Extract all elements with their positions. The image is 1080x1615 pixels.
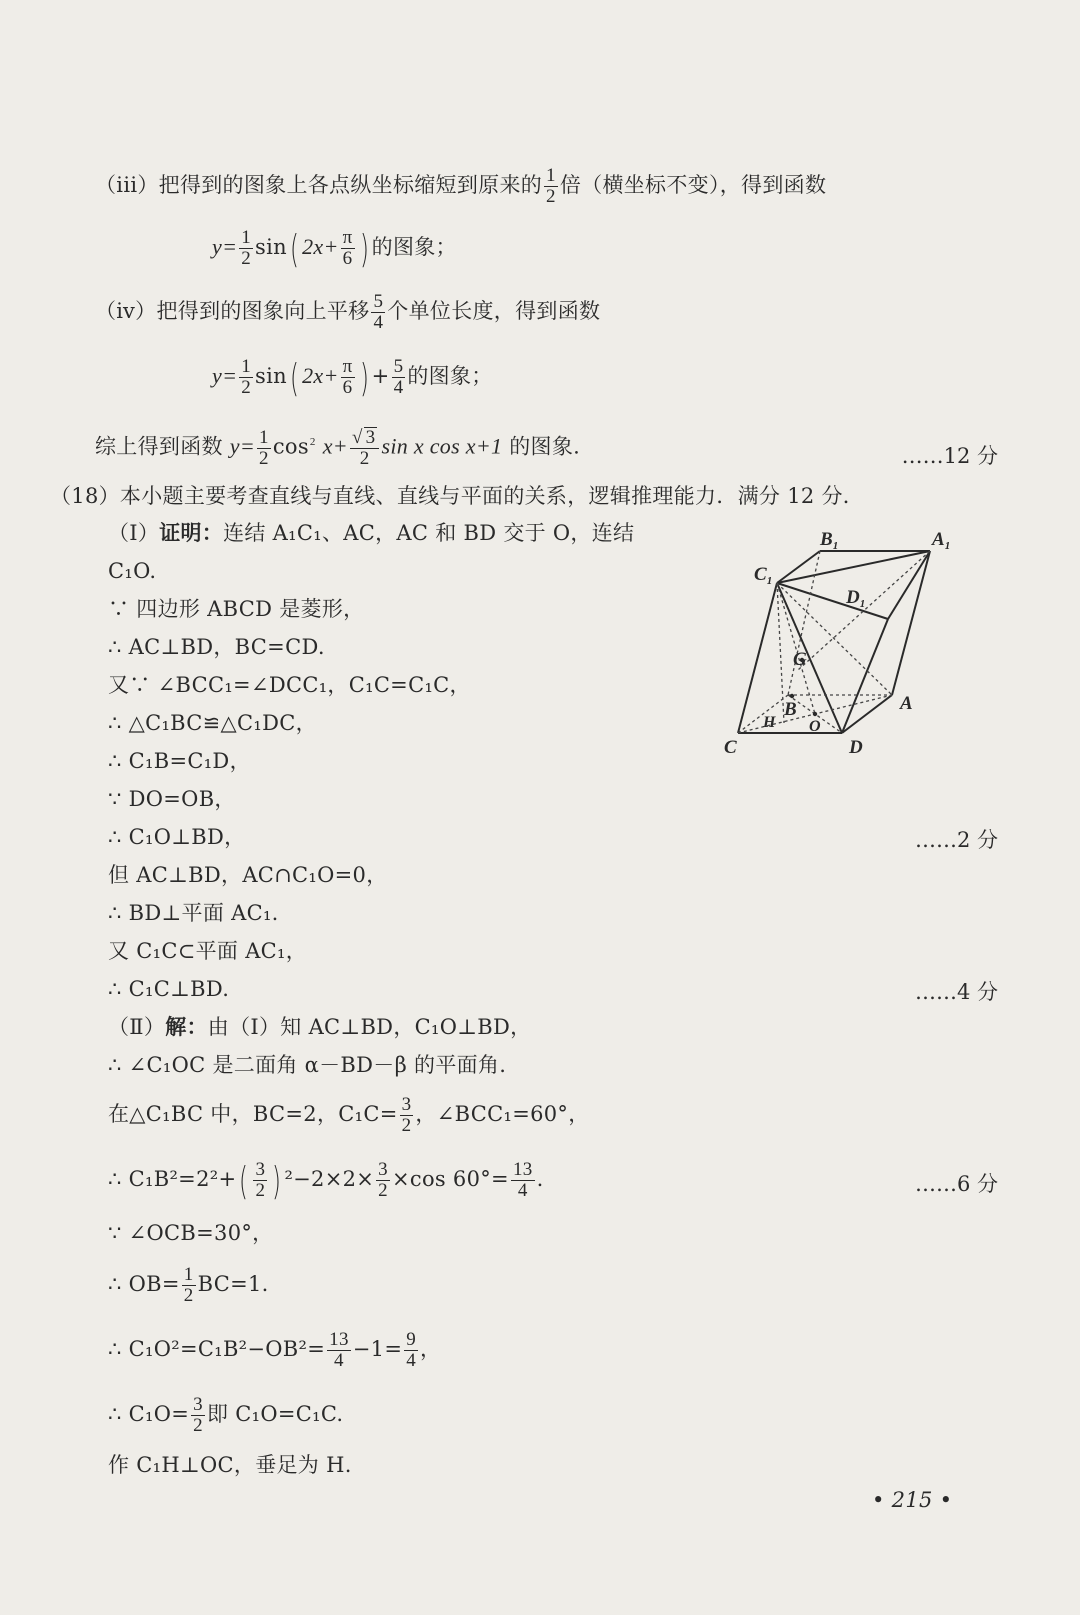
edge-c1-d1-top — [777, 583, 888, 619]
label-d: D — [849, 737, 863, 758]
edge-c1-c — [738, 583, 777, 733]
step-line: ∴ C₁B=C₁D， — [108, 749, 251, 773]
edge-a1-d1 — [888, 551, 930, 619]
segment-c1-a — [777, 583, 892, 695]
fraction: $\frac{1}{2}$ — [183, 1264, 194, 1306]
step-line-cosine-law: ∴ C₁B²=2²+( $\frac{3}{2}$ ) ²−2×2× $\frac{3}{2}$ ×cos 60°= $\frac{13}{4}$ . — [108, 1158, 544, 1203]
score-4: ……4 分 — [914, 980, 998, 1004]
summary-line: 综上得到函数 y= $\frac{1}{2}$ $\cos^2 x+$ $\frac{√ 3}{2}$ sin x cos x+1 的图象. — [95, 426, 581, 469]
page-number: • 215 • — [872, 1488, 953, 1512]
fraction: $\frac{3}{2}$ — [193, 1394, 203, 1436]
point-o — [813, 712, 817, 716]
step-line: ∴ ∠C₁OC 是二面角 α－BD－β 的平面角. — [108, 1053, 507, 1077]
fraction: $\frac{\pi}{6}$ — [342, 356, 353, 398]
step-line: 但 AC⊥BD，AC∩C₁O=0， — [108, 863, 388, 887]
point-h — [790, 694, 794, 698]
label-b1: $B_1$ — [820, 529, 839, 552]
step-line: ∴ C₁O⊥BD， — [108, 825, 246, 849]
fraction: $\frac{√ 3}{2}$ — [350, 427, 380, 469]
part-2-intro: （Ⅱ）解：由（Ⅰ）知 AC⊥BD，C₁O⊥BD， — [108, 1014, 532, 1039]
step-line: ∴ BD⊥平面 AC₁. — [108, 901, 279, 925]
step-line-triangle: 在△C₁BC 中，BC=2，C₁C= $\frac{3}{2}$ ，∠BCC₁=60°， — [108, 1094, 590, 1136]
formula-1: y= $\frac{1}{2}$ sin( 2x+ $\frac{\pi}{6}$ ) 的图象； — [212, 226, 457, 271]
fraction: $\frac{1}{2}$ — [259, 426, 269, 469]
step-line: 又∵ ∠BCC₁=∠DCC₁，C₁C=C₁C， — [108, 673, 471, 697]
fraction: $\frac{1}{2}$ — [546, 165, 556, 207]
fraction: $\frac{5}{4}$ — [393, 356, 404, 398]
label-d1: $D_1$ — [846, 587, 866, 610]
label-g: G — [793, 649, 807, 670]
step-line: ∵ 四边形 ABCD 是菱形， — [108, 597, 365, 621]
step-line: ∴ △C₁BC≌△C₁DC， — [108, 711, 317, 735]
fraction: $\frac{1}{2}$ — [241, 356, 252, 398]
step-line: ∵ DO=OB， — [108, 787, 236, 811]
score-6: ……6 分 — [914, 1172, 998, 1196]
fraction: $\frac{1}{2}$ — [241, 227, 252, 269]
fraction: $\frac{3}{2}$ — [401, 1094, 412, 1136]
fraction: $\frac{3}{2}$ — [255, 1159, 266, 1201]
label-o: O — [809, 718, 821, 735]
fraction: $\frac{3}{2}$ — [378, 1159, 388, 1201]
edge-a1-a — [892, 551, 930, 695]
label-a1: $A_1$ — [932, 529, 951, 552]
step-line: 又 C₁C⊂平面 AC₁， — [108, 939, 308, 963]
fraction: $\frac{5}{4}$ — [373, 291, 384, 333]
label-h: H — [763, 714, 776, 731]
fraction: $\frac{9}{4}$ — [406, 1329, 417, 1371]
line-iii: （iii）把得到的图象上各点纵坐标缩短到原来的 $\frac{1}{2}$ 倍（横坐标不变），得到函数 — [95, 165, 827, 207]
step-line: ∵ ∠OCB=30°， — [108, 1221, 274, 1245]
label-a: A — [900, 693, 913, 714]
fraction: $\frac{\pi}{6}$ — [342, 227, 353, 269]
label-c1: $C_1$ — [754, 564, 773, 587]
label-c: C — [724, 737, 737, 758]
step-line-c1o-squared: ∴ C₁O²=C₁B²−OB²= $\frac{13}{4}$ −1= $\frac{9}{4}$ ， — [108, 1329, 442, 1371]
score-12: ……12 分 — [901, 444, 998, 468]
question-18-header: （18）本小题主要考查直线与直线、直线与平面的关系，逻辑推理能力．满分 12 分． — [50, 484, 865, 508]
line-iv: （ⅳ）把得到的图象向上平移 $\frac{5}{4}$ 个单位长度，得到函数 — [95, 291, 601, 333]
fraction: $\frac{13}{4}$ — [512, 1159, 533, 1201]
step-line-ob: ∴ OB= $\frac{1}{2}$ BC=1. — [108, 1264, 269, 1306]
step-line: ∴ AC⊥BD，BC=CD. — [108, 635, 325, 659]
parallelepiped-figure — [720, 525, 980, 765]
step-line: ∴ C₁C⊥BD. — [108, 977, 230, 1001]
part-1-intro: （Ⅰ）证明：连结 A₁C₁、AC，AC 和 BD 交于 O，连结 — [108, 520, 635, 545]
formula-2: y= $\frac{1}{2}$ sin( 2x+ $\frac{\pi}{6}$ ) + $\frac{5}{4}$ 的图象； — [212, 355, 493, 400]
step-line: 作 C₁H⊥OC，垂足为 H. — [108, 1453, 352, 1477]
step-line-c1o: ∴ C₁O= $\frac{3}{2}$ 即 C₁O=C₁C. — [108, 1394, 344, 1436]
score-2: ……2 分 — [914, 828, 998, 852]
label-b: B — [784, 699, 797, 720]
fraction: $\frac{13}{4}$ — [329, 1329, 349, 1371]
part-1-intro-cont: C₁O. — [108, 559, 157, 583]
